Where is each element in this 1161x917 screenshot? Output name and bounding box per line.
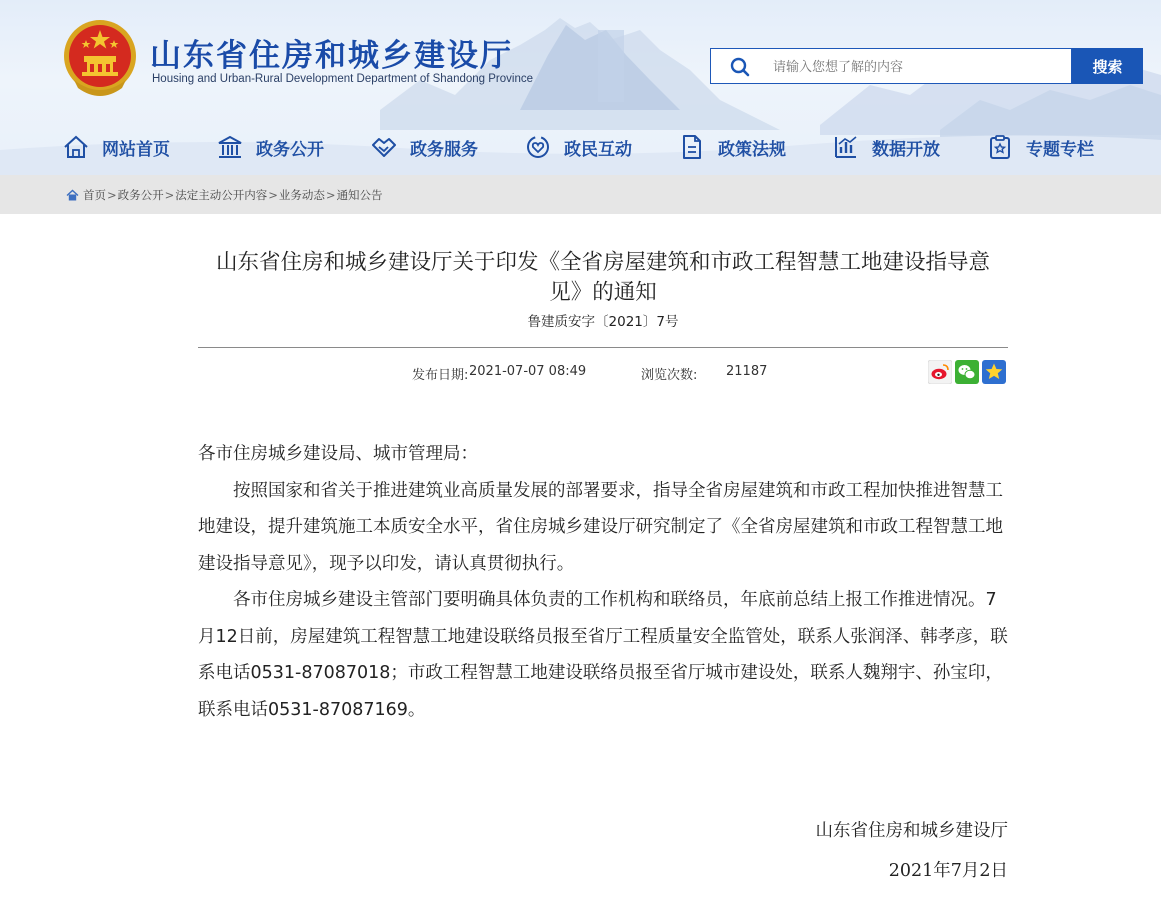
building-icon [216,133,244,161]
nav-item-open-data[interactable] [832,128,940,166]
view-count: 21187 [726,364,768,379]
nav-label: 政务公开 [256,139,324,160]
breadcrumb-link-business-news[interactable]: 业务动态 [278,188,325,202]
national-emblem-logo [60,14,140,102]
publish-date: 2021-07-07 08:49 [469,364,587,379]
view-count-label: 浏览次数: [641,368,698,383]
breadcrumb-separator: > [268,188,278,202]
breadcrumb-link-government-affairs[interactable]: 政务公开 [117,188,164,202]
publish-date-label: 发布日期: [412,368,469,383]
nav-label: 政务服务 [410,139,478,160]
breadcrumb-link-statutory-content[interactable]: 法定主动公开内容 [175,188,268,202]
breadcrumb-link-notices[interactable]: 通知公告 [336,188,383,202]
nav-item-government-services[interactable] [370,128,478,166]
breadcrumb-separator: > [107,188,117,202]
bar-chart-icon [832,133,860,161]
signature-date: 2021年7月2日 [888,861,1008,881]
search-button[interactable]: 搜索 [1072,48,1143,84]
document-icon [678,133,706,161]
breadcrumb-separator: > [325,188,336,202]
home-icon [62,133,90,161]
nav-label: 政民互动 [564,139,632,160]
article-title-line: 山东省住房和城乡建设厅关于印发《全省房屋建筑和市政工程智慧工地建设指导意 [215,250,990,275]
search-input[interactable] [773,56,1063,78]
wechat-icon[interactable] [955,360,979,384]
site-title[interactable]: 山东省住房和城乡建设厅 [150,38,513,74]
nav-item-special-topics[interactable] [986,128,1094,166]
heart-hands-icon [524,133,552,161]
clipboard-icon [986,133,1014,161]
nav-label: 网站首页 [102,139,170,160]
search-icon [729,56,751,78]
favorite-star-icon[interactable] [982,360,1006,384]
main-nav [0,128,1161,166]
nav-label: 专题专栏 [1026,139,1094,160]
nav-item-home[interactable] [62,128,170,166]
nav-label: 数据开放 [872,139,940,160]
article-body [198,436,1010,728]
site-subtitle: Housing and Urban-Rural Development Department of Shandong Province [152,73,533,85]
home-icon [66,189,79,202]
nav-item-public-interaction[interactable] [524,128,632,166]
nav-item-government-affairs[interactable] [216,128,324,166]
salutation: 各市住房城乡建设局、城市管理局： [198,444,478,464]
handshake-icon [370,133,398,161]
nav-label: 政策法规 [718,139,786,160]
breadcrumb-separator: > [164,188,175,202]
search-box [710,48,1072,84]
site-header [0,0,1161,175]
body-paragraph: 各市住房城乡建设主管部门要明确具体负责的工作机构和联络员，年底前总结上报工作推进情况。7月12日前，房屋建筑工程智慧工地建设联络员报至省厅工程质量安全监管处，联系人张润泽、韩孝彦，联系电话0531-87087018；市政工程智慧工地建设联络员报至省厅城市建设处，联系人魏翔宇、孙宝印，联系电话0531-87087169。 [198,590,1008,720]
article-title [198,248,1008,308]
breadcrumb-link-home[interactable]: 首页 [83,188,106,202]
divider [198,347,1008,348]
weibo-icon[interactable] [928,360,952,384]
signature-organization: 山东省住房和城乡建设厅 [815,821,1008,841]
breadcrumb-bar [0,175,1161,214]
body-paragraph: 按照国家和省关于推进建筑业高质量发展的部署要求，指导全省房屋建筑和市政工程加快推进智慧工地建设，提升建筑施工本质安全水平，省住房城乡建设厅研究制定了《全省房屋建筑和市政工程智慧工地建设指导意见》，现予以印发，请认真贯彻执行。 [198,480,1003,574]
nav-item-policies[interactable] [678,128,786,166]
document-number: 鲁建质安字〔2021〕7号 [527,314,679,330]
breadcrumb [66,187,383,203]
article-title-line: 见》的通知 [549,280,657,305]
